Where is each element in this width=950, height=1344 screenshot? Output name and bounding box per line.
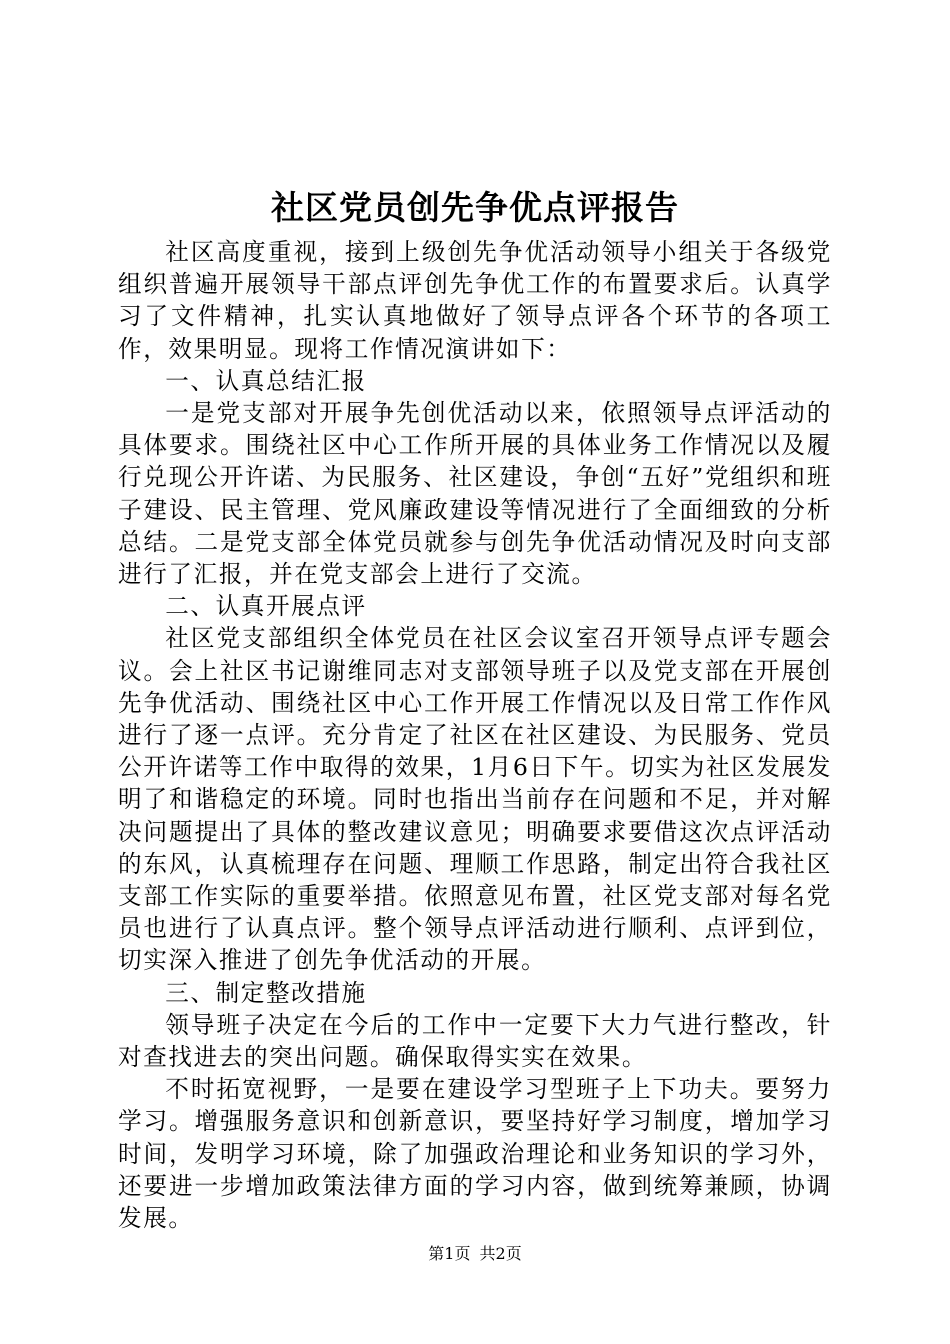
section-heading-2: 二、认真开展点评 [165,592,367,621]
paragraph-section-3: 领导班子决定在今后的工作中一定要下大力气进行整改，针对查找进去的突出问题。确保取得实实在效果。 [118,1010,832,1072]
document-body [118,236,832,1234]
page-number-current: 第1页 [428,1244,471,1263]
paragraph-section-1: 一是党支部对开展争先创优活动以来，依照领导点评活动的具体要求。围绕社区中心工作所开展的具体业务工作情况以及履行兑现公开许诺、为民服务、社区建设，争创“五好”党组织和班子建设、民主管理、党风廉政建设等情况进行了全面细致的分析总结。二是党支部全体党员就参与创先争优活动情况及时向支部进行了汇报，并在党支部会上进行了交流。 [118,399,832,589]
paragraph-section-3-detail: 不时拓宽视野，一是要在建设学习型班子上下功夫。要努力学习。增强服务意识和创新意识，要坚持好学习制度，增加学习时间，发明学习环境，除了加强政治理论和业务知识的学习外，还要进一步增加政策法律方面的学习内容，做到统筹兼顾，协调发展。 [118,1075,832,1233]
paragraph-intro: 社区高度重视，接到上级创先争优活动领导小组关于各级党组织普遍开展领导干部点评创先争优工作的布置要求后。认真学习了文件精神，扎实认真地做好了领导点评各个环节的各项工作，效果明显。现将工作情况演讲如下： [118,238,832,363]
paragraph-section-2: 社区党支部组织全体党员在社区会议室召开领导点评专题会议。会上社区书记谢维同志对支部领导班子以及党支部在开展创先争优活动、围绕社区中心工作开展工作情况以及日常工作作风进行了逐一点评。充分肯定了社区在社区建设、为民服务、党员公开许诺等工作中取得的效果，1月6日下午。切实为社区发展发明了和谐稳定的环境。同时也指出当前存在问题和不足，并对解决问题提出了具体的整改建议意见；明确要求要借这次点评活动的东风，认真梳理存在问题、理顺工作思路，制定出符合我社区支部工作实际的重要举措。依照意见布置，社区党支部对每名党员也进行了认真点评。整个领导点评活动进行顺利、点评到位，切实深入推进了创先争优活动的开展。 [118,624,832,975]
page-number-total: 共2页 [479,1244,522,1263]
section-heading-1: 一、认真总结汇报 [165,366,367,395]
page-footer [0,1243,950,1265]
section-heading-3: 三、制定整改措施 [165,978,367,1007]
document-title: 社区党员创先争优点评报告 [271,188,679,227]
